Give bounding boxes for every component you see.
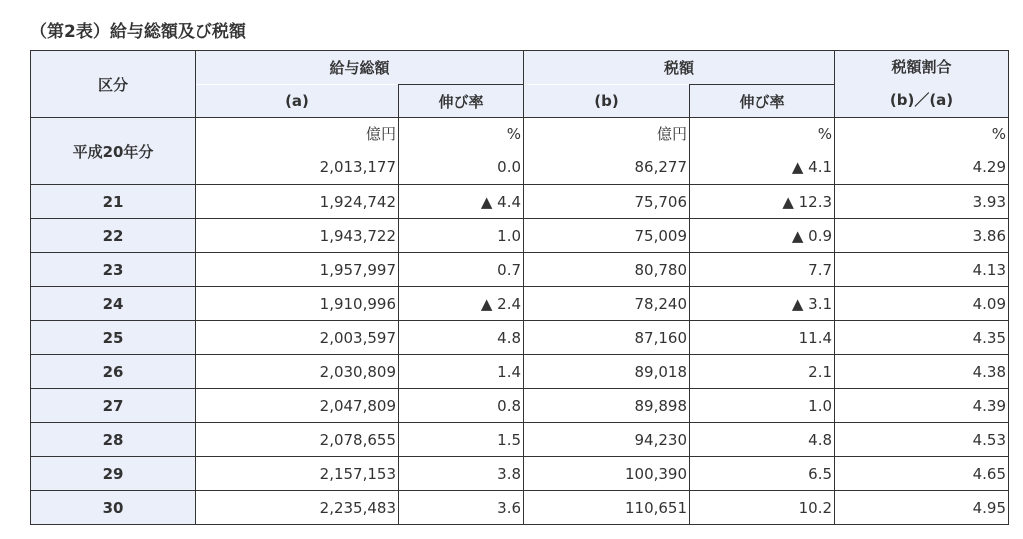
tax-ratio-cell: 4.38 <box>835 355 1009 389</box>
tax-growth-cell: 1.0 <box>690 389 835 423</box>
row-label: 24 <box>31 287 196 321</box>
table-row <box>31 287 1009 321</box>
cell-value: 2,013,177 <box>319 158 396 176</box>
tax-amount-cell: 94,230 <box>524 423 690 457</box>
unit-label: 億円 <box>657 125 688 143</box>
row-label: 27 <box>31 389 196 423</box>
table-row <box>31 355 1009 389</box>
tax-ratio-cell <box>835 118 1009 185</box>
tax-growth-cell: ▲ 0.9 <box>690 219 835 253</box>
row-label: 26 <box>31 355 196 389</box>
salary-total-cell: 1,943,722 <box>196 219 399 253</box>
header-category: 区分 <box>31 51 196 118</box>
tax-ratio-cell: 4.09 <box>835 287 1009 321</box>
header-tax-ratio-label: 税額割合 <box>891 58 952 76</box>
header-tax-amount: 税額 <box>524 51 835 85</box>
tax-amount-cell: 80,780 <box>524 253 690 287</box>
row-label: 22 <box>31 219 196 253</box>
table-row <box>31 321 1009 355</box>
tax-growth-cell: 7.7 <box>690 253 835 287</box>
tax-growth-cell: ▲ 12.3 <box>690 185 835 219</box>
tax-growth-cell <box>690 118 835 185</box>
header-salary-growth: 伸び率 <box>399 85 524 118</box>
table-row <box>31 423 1009 457</box>
table-row <box>31 457 1009 491</box>
tax-amount-cell <box>524 118 690 185</box>
salary-growth-cell <box>399 118 524 185</box>
tax-ratio-cell: 4.65 <box>835 457 1009 491</box>
table-row <box>31 389 1009 423</box>
tax-ratio-cell: 4.35 <box>835 321 1009 355</box>
header-tax-symbol: (b) <box>524 85 690 118</box>
row-label: 21 <box>31 185 196 219</box>
tax-amount-cell: 75,706 <box>524 185 690 219</box>
salary-total-cell: 2,235,483 <box>196 491 399 525</box>
table-row <box>31 253 1009 287</box>
table-header <box>31 51 1009 118</box>
tax-growth-cell: 6.5 <box>690 457 835 491</box>
salary-growth-cell: 0.7 <box>399 253 524 287</box>
tax-ratio-cell: 3.93 <box>835 185 1009 219</box>
tax-amount-cell: 89,898 <box>524 389 690 423</box>
row-label: 25 <box>31 321 196 355</box>
cell-value: ▲ 4.1 <box>791 158 833 176</box>
tax-amount-cell: 87,160 <box>524 321 690 355</box>
header-tax-ratio <box>835 51 1009 118</box>
salary-total-cell: 2,030,809 <box>196 355 399 389</box>
cell-value: 4.29 <box>972 158 1007 176</box>
salary-total-cell: 1,957,997 <box>196 253 399 287</box>
salary-growth-cell: 3.8 <box>399 457 524 491</box>
tax-ratio-cell: 4.13 <box>835 253 1009 287</box>
salary-total-cell: 2,078,655 <box>196 423 399 457</box>
tax-amount-cell: 89,018 <box>524 355 690 389</box>
tax-amount-cell: 75,009 <box>524 219 690 253</box>
tax-amount-cell: 100,390 <box>524 457 690 491</box>
salary-total-cell: 2,047,809 <box>196 389 399 423</box>
table-row <box>31 118 1009 185</box>
tax-ratio-cell: 4.53 <box>835 423 1009 457</box>
tax-growth-cell: 11.4 <box>690 321 835 355</box>
salary-total-cell: 1,910,996 <box>196 287 399 321</box>
tax-amount-cell: 110,651 <box>524 491 690 525</box>
header-tax-growth: 伸び率 <box>690 85 835 118</box>
salary-growth-cell: 1.4 <box>399 355 524 389</box>
unit-label: % <box>506 125 522 143</box>
table-row <box>31 185 1009 219</box>
salary-total-cell <box>196 118 399 185</box>
tax-growth-cell: 4.8 <box>690 423 835 457</box>
salary-growth-cell: 4.8 <box>399 321 524 355</box>
unit-label: % <box>817 125 833 143</box>
header-row <box>31 51 1009 85</box>
row-label: 平成20年分 <box>31 118 196 185</box>
table-body <box>31 118 1009 525</box>
header-salary-symbol: (a) <box>196 85 399 118</box>
table-row <box>31 491 1009 525</box>
table-row <box>31 219 1009 253</box>
salary-growth-cell: ▲ 2.4 <box>399 287 524 321</box>
cell-value: 0.0 <box>497 158 522 176</box>
cell-value: 86,277 <box>634 158 688 176</box>
salary-total-cell: 2,157,153 <box>196 457 399 491</box>
salary-growth-cell: 1.5 <box>399 423 524 457</box>
header-salary-total: 給与総額 <box>196 51 524 85</box>
unit-label: 億円 <box>365 125 396 143</box>
salary-tax-table <box>30 50 1009 525</box>
tax-amount-cell: 78,240 <box>524 287 690 321</box>
tax-growth-cell: 2.1 <box>690 355 835 389</box>
row-label: 30 <box>31 491 196 525</box>
salary-total-cell: 1,924,742 <box>196 185 399 219</box>
tax-ratio-cell: 4.95 <box>835 491 1009 525</box>
salary-growth-cell: 0.8 <box>399 389 524 423</box>
row-label: 29 <box>31 457 196 491</box>
row-label: 28 <box>31 423 196 457</box>
header-tax-ratio-formula: (b)／(a) <box>889 91 954 109</box>
salary-growth-cell: 1.0 <box>399 219 524 253</box>
tax-growth-cell: ▲ 3.1 <box>690 287 835 321</box>
salary-growth-cell: 3.6 <box>399 491 524 525</box>
unit-label: % <box>991 125 1007 143</box>
row-label: 23 <box>31 253 196 287</box>
salary-total-cell: 2,003,597 <box>196 321 399 355</box>
salary-growth-cell: ▲ 4.4 <box>399 185 524 219</box>
tax-growth-cell: 10.2 <box>690 491 835 525</box>
tax-ratio-cell: 4.39 <box>835 389 1009 423</box>
tax-ratio-cell: 3.86 <box>835 219 1009 253</box>
page-title: （第2表）給与総額及び税額 <box>30 22 246 42</box>
